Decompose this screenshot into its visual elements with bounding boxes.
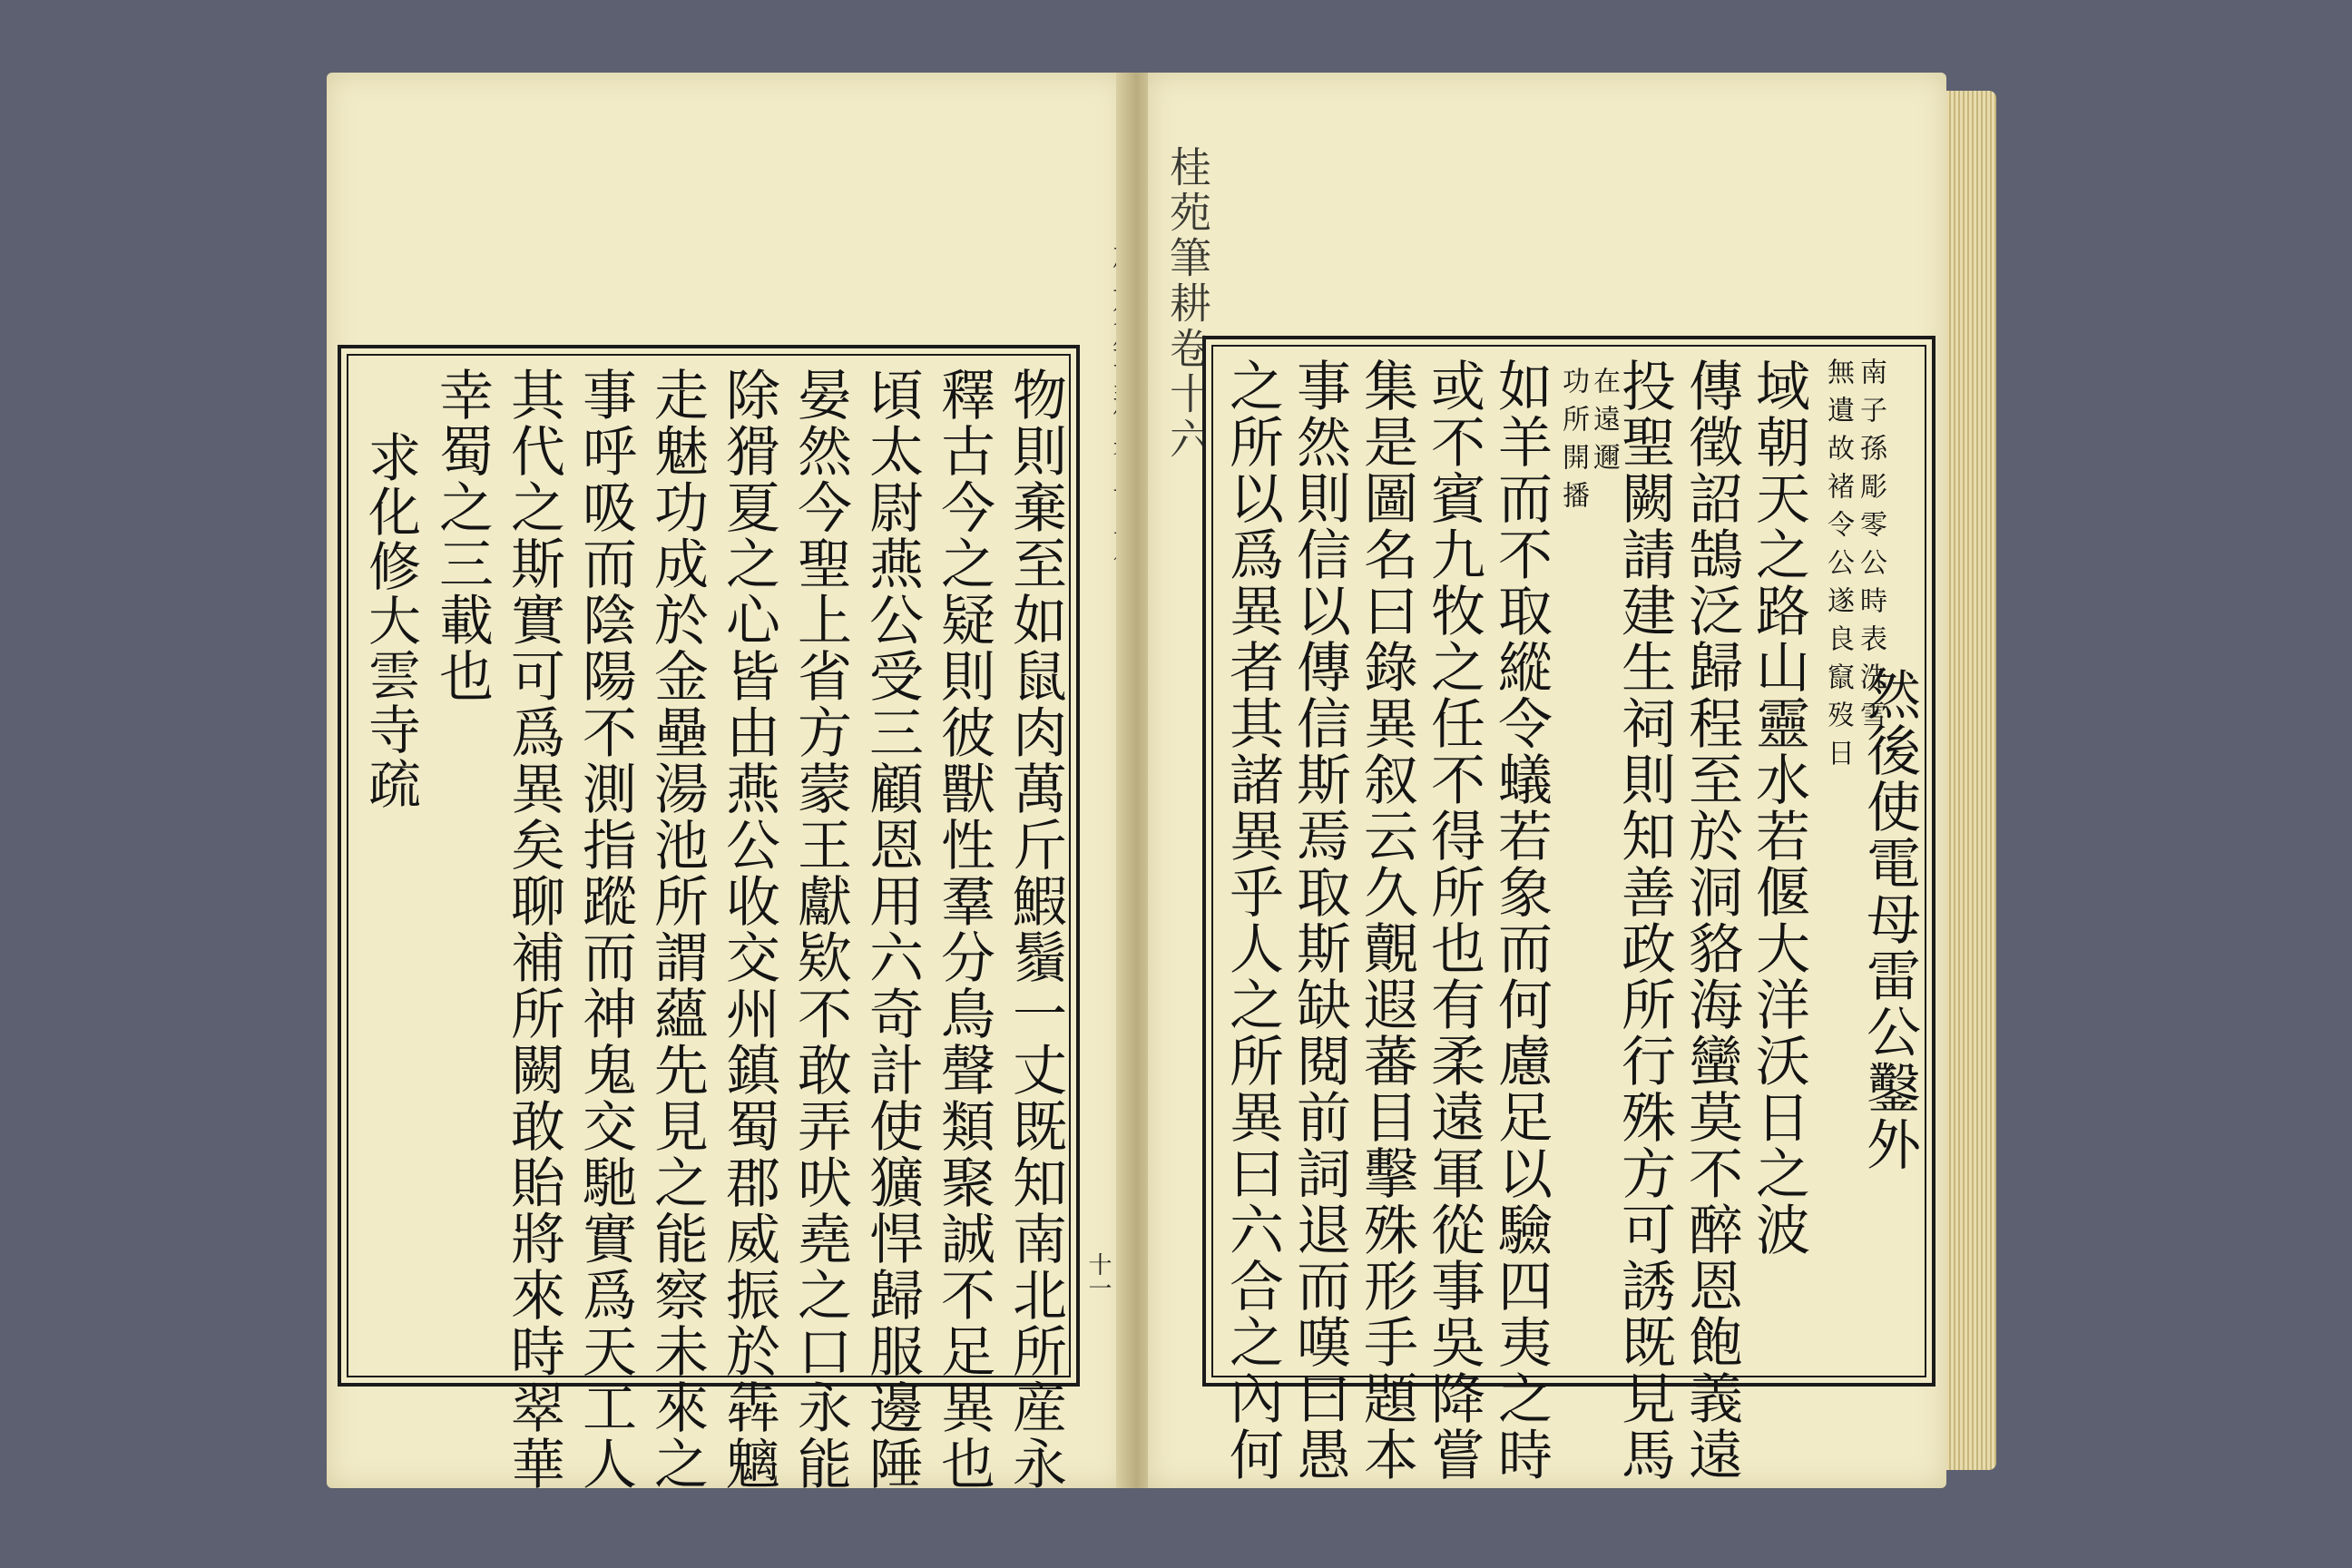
text-column: 或不賓九牧之任不得所也有柔遠軍從事吳降嘗 <box>1422 358 1485 1483</box>
annotation-column: 無遺故褚令公遂良竄歿日 <box>1822 358 1854 777</box>
text-column: 晏然今聖上省方蒙王獻欵不敢弄吠堯之口永能 <box>789 367 852 1492</box>
left-page-number: 十一 <box>1084 1252 1112 1299</box>
text-column: 幸蜀之三載也 <box>430 367 494 704</box>
text-column: 事呼吸而陰陽不測指蹤而神鬼交馳實爲天工人 <box>573 367 637 1492</box>
text-column: 頃太尉燕公受三顧恩用六奇計使獷悍歸服邊陲 <box>860 367 924 1492</box>
text-column: 走魅功成於金壘湯池所謂蘊先見之能察未來之 <box>645 367 709 1492</box>
text-column: 其代之斯實可爲異矣聊補所闕敢貽將來時翠華 <box>502 367 565 1492</box>
text-column: 物則棄至如鼠肉萬斤鰕鬚一丈既知南北所産永 <box>1004 367 1067 1492</box>
text-column: 投聖闕請建生祠則知善政所行殊方可誘既見馬 <box>1612 358 1676 1483</box>
right-margin-title: 桂苑筆耕卷十六 <box>1163 145 1212 463</box>
annotation-column: 功所開播 <box>1557 367 1589 519</box>
text-column: 除猾夏之心皆由燕公收交州鎮蜀郡威振於犇魑 <box>717 367 780 1492</box>
left-page <box>327 73 1125 1492</box>
right-text-frame <box>1202 336 1936 1483</box>
text-column: 之所以爲異者其諸異乎人之所異曰六合之內何 <box>1220 358 1284 1483</box>
text-column: 然後使電母雷公鑿外 <box>1857 666 1921 1172</box>
annotation-column: 在遠邇 <box>1588 367 1620 481</box>
text-column: 集是圖名曰錄異叙云久覿遐蕃目擊殊形手題本 <box>1355 358 1418 1483</box>
text-column: 事然則信以傳信斯焉取斯缺閱前詞退而嘆曰愚 <box>1288 358 1351 1483</box>
section-title: 求化修大雲寺疏 <box>359 430 421 811</box>
page-edges <box>1946 91 1996 1470</box>
annotation-column: 南子孫彫零公時表洗雪 <box>1855 358 1886 739</box>
text-column: 如羊而不取縱令蟻若象而何慮足以驗四夷之時 <box>1489 358 1553 1483</box>
left-text-frame <box>338 345 1080 1492</box>
open-book <box>327 73 1996 1492</box>
text-column: 釋古今之疑則彼獸性羣分鳥聲類聚誠不足異也 <box>932 367 995 1492</box>
text-column: 傳徵詔鵠泛歸程至於洞貉海蠻莫不醉恩飽義遠 <box>1680 358 1743 1483</box>
right-page <box>1148 73 1946 1488</box>
text-column: 域朝天之路山靈水若偃大洋沃日之波 <box>1747 358 1810 1258</box>
